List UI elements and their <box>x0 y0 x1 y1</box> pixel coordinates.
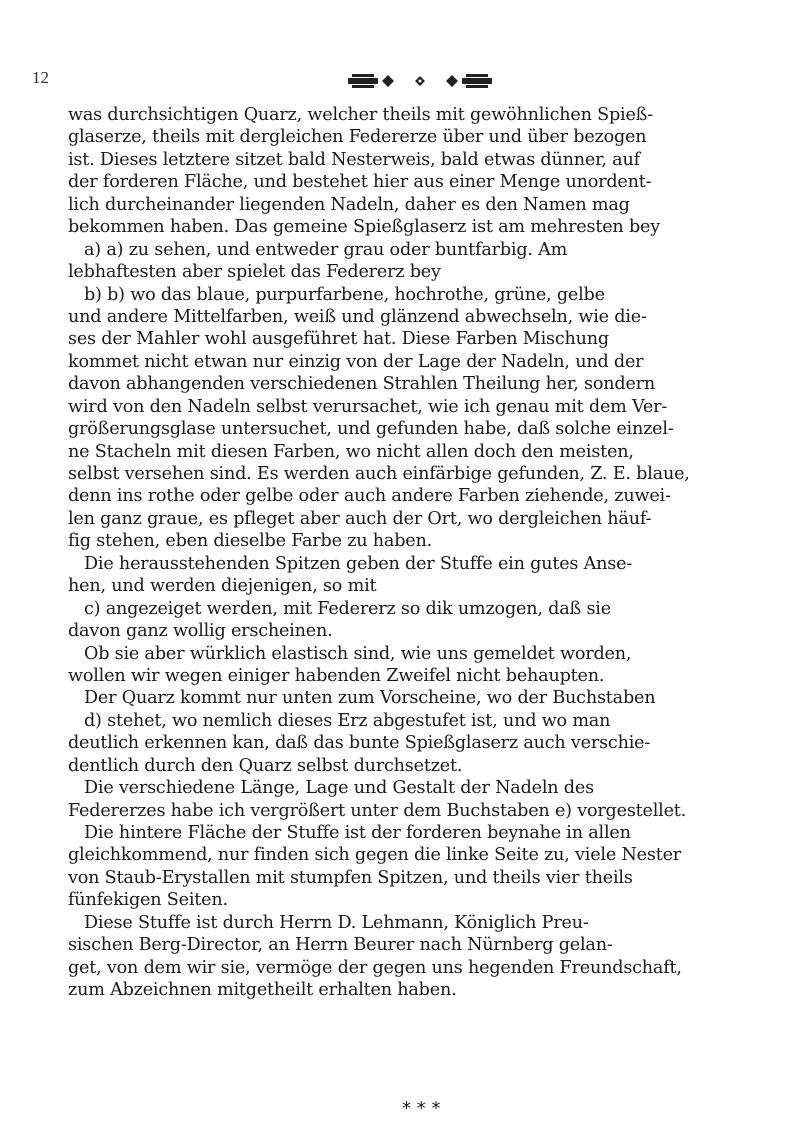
text-line: Die hintere Fläche der Stuffe ist der forderen beynahe in allen <box>84 823 631 843</box>
text-line: von Staub-Erystallen mit stumpfen Spitzen, und theils vier theils <box>68 867 633 888</box>
text-line: wollen wir wegen einiger habenden Zweifel nicht behaupten. <box>68 665 605 686</box>
text-line: gleichkommend, nur finden sich gegen die linke Seite zu, viele Nester <box>68 845 681 866</box>
body-text <box>68 104 768 1002</box>
text-line: denn ins rothe oder gelbe oder auch andere Farben ziehende, zuwei- <box>68 486 671 507</box>
text-line: davon abhangenden verschiedenen Strahlen Theilung her, sondern <box>68 374 656 395</box>
text-line: d) stehet, wo nemlich dieses Erz abgestufet ist, und wo man <box>84 710 611 731</box>
text-line: Diese Stuffe ist durch Herrn D. Lehmann, Königlich Preu- <box>84 912 589 933</box>
text-line: zum Abzeichnen mitgetheilt erhalten haben. <box>68 980 457 1001</box>
text-line: ist. Dieses letztere sitzet bald Nesterweis, bald etwas dünner, auf <box>68 149 640 170</box>
text-line: selbst versehen sind. Es werden auch einfärbige gefunden, Z. E. blaue, <box>68 464 690 484</box>
text-line: Der Quarz kommt nur unten zum Vorscheine, wo der Buchstaben <box>84 688 656 709</box>
text-line: b) b) wo das blaue, purpurfarbene, hochrothe, grüne, gelbe <box>84 284 605 305</box>
text-line: lebhaftesten aber spielet das Federerz bey <box>68 262 441 283</box>
text-line: c) angezeiget werden, mit Federerz so dik umzogen, daß sie <box>84 598 611 619</box>
text-line: get, von dem wir sie, vermöge der gegen uns hegenden Freundschaft, <box>68 957 682 978</box>
text-line: was durchsichtigen Quarz, welcher theils mit gewöhnlichen Spieß- <box>68 105 653 125</box>
text-line: wird von den Nadeln selbst verursachet, wie ich genau mit dem Ver- <box>68 396 668 417</box>
text-line: dentlich durch den Quarz selbst durchsetzet. <box>68 755 463 776</box>
text-line: ses der Mahler wohl ausgeführet hat. Diese Farben Mischung <box>68 329 609 350</box>
text-line: Federerzes habe ich vergrößert unter dem Buchstaben e) vorgestellet. <box>68 800 687 821</box>
text-line: und andere Mittelfarben, weiß und glänzend abwechseln, wie die- <box>68 306 647 327</box>
text-line: ne Stacheln mit diesen Farben, wo nicht allen doch den meisten, <box>68 441 634 462</box>
text-line: a) a) zu sehen, und entweder grau oder buntfarbig. Am <box>84 239 568 260</box>
text-line: Die verschiedene Länge, Lage und Gestalt der Nadeln des <box>84 778 594 799</box>
text-line: sischen Berg-Director, an Herrn Beurer nach Nürnberg gelan- <box>68 935 613 956</box>
end-ornament-stars: * * * <box>402 1098 441 1119</box>
ornament-vignette-icon <box>330 70 510 92</box>
text-line: der forderen Fläche, und bestehet hier aus einer Menge unordent- <box>68 172 652 193</box>
text-line: hen, und werden diejenigen, so mit <box>68 576 377 597</box>
text-line: Die herausstehenden Spitzen geben der Stuffe ein gutes Anse- <box>84 553 633 574</box>
text-line: davon ganz wollig erscheinen. <box>68 621 333 642</box>
text-line: glaserze, theils mit dergleichen Federerze über und über bezogen <box>68 127 647 148</box>
text-line: lich durcheinander liegenden Nadeln, daher es den Namen mag <box>68 194 630 215</box>
text-line: kommet nicht etwan nur einzig von der Lage der Nadeln, und der <box>68 351 644 372</box>
text-line: deutlich erkennen kan, daß das bunte Spießglaserz auch verschie- <box>68 733 651 754</box>
page-header <box>30 68 770 92</box>
text-line: größerungsglase untersuchet, und gefunden habe, daß solche einzel- <box>68 419 674 440</box>
text-line: Ob sie aber würklich elastisch sind, wie uns gemeldet worden, <box>84 643 632 664</box>
page-number: 12 <box>32 68 49 87</box>
text-line: bekommen haben. Das gemeine Spießglaserz ist am mehresten bey <box>68 217 660 238</box>
text-line: len ganz graue, es pfleget aber auch der Ort, wo dergleichen häuf- <box>68 508 652 529</box>
text-line: fig stehen, eben dieselbe Farbe zu haben. <box>68 531 433 552</box>
text-line: fünfekigen Seiten. <box>68 890 228 911</box>
